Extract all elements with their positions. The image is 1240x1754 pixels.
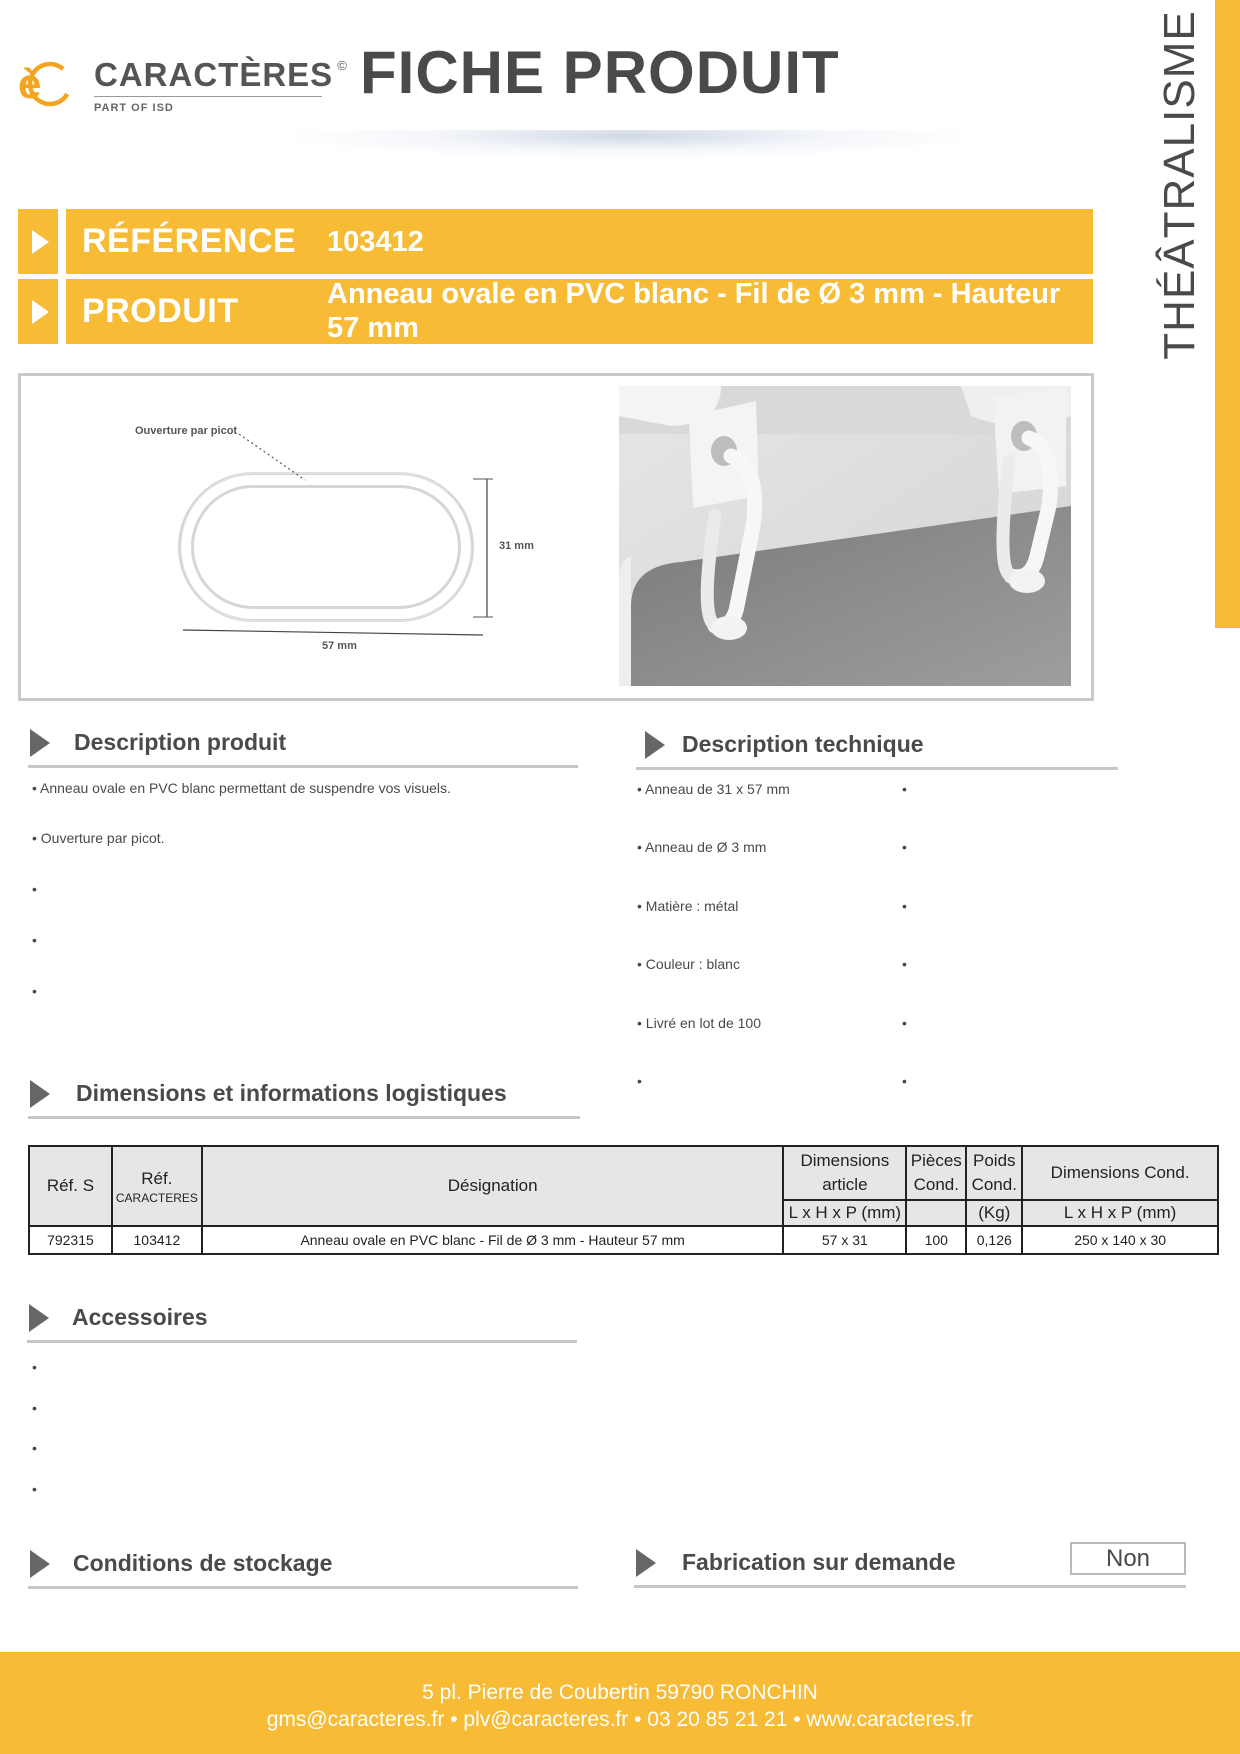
- cell-ref: 103412: [112, 1226, 202, 1254]
- header-shadow: [280, 130, 980, 160]
- table-row: [29, 1226, 1218, 1254]
- col-dim-article-unit: L x H x P (mm): [783, 1200, 906, 1226]
- cell-designation: Anneau ovale en PVC blanc - Fil de Ø 3 mm - Hauteur 57 mm: [202, 1226, 784, 1254]
- list-item: •: [32, 1481, 37, 1497]
- product-value: Anneau ovale en PVC blanc - Fil de Ø 3 mm - Hauteur 57 mm: [327, 278, 1061, 344]
- footer-address: 5 pl. Pierre de Coubertin 59790 RONCHIN: [422, 1681, 818, 1704]
- side-accent-bar: [1215, 0, 1240, 628]
- drawing-width-label: 57 mm: [322, 640, 357, 652]
- table-header-row: [29, 1146, 1218, 1200]
- product-arrow-icon: [18, 279, 58, 344]
- col-poids: Poids Cond.: [966, 1146, 1022, 1200]
- list-item: •: [32, 1400, 37, 1416]
- section-stockage: [28, 1539, 578, 1589]
- section-arrow-icon: [636, 1549, 656, 1577]
- section-title: Description technique: [682, 731, 924, 757]
- col-ref: Réf. CARACTERES: [112, 1146, 202, 1226]
- list-item: •: [32, 1359, 37, 1375]
- section-accessoires: [27, 1293, 577, 1343]
- product-label: PRODUIT: [82, 292, 239, 330]
- list-item: •: [32, 1440, 37, 1456]
- list-item: •: [32, 932, 37, 948]
- list-item: •: [902, 898, 907, 914]
- section-title: Conditions de stockage: [73, 1550, 333, 1576]
- section-rule: [636, 767, 1118, 770]
- col-poids-unit: (Kg): [966, 1200, 1022, 1226]
- brand-rule: [94, 96, 322, 97]
- section-logistics: [28, 1069, 580, 1119]
- product-row: [66, 279, 1093, 344]
- section-title: Description produit: [74, 729, 287, 755]
- list-item: •: [637, 1073, 642, 1089]
- ring-drawing: [181, 434, 493, 635]
- section-description-technique: [636, 720, 1118, 770]
- section-arrow-icon: [30, 729, 50, 757]
- list-item: •: [902, 1073, 907, 1089]
- drawing-height-label: 31 mm: [499, 540, 534, 552]
- col-pieces: Pièces Cond.: [906, 1146, 966, 1200]
- section-rule: [28, 1586, 578, 1589]
- cell-dim-cond: 250 x 140 x 30: [1022, 1226, 1218, 1254]
- reference-label: RÉFÉRENCE: [82, 222, 297, 260]
- section-rule: [27, 1340, 577, 1343]
- list-item: •: [902, 1015, 907, 1031]
- section-rule: [28, 765, 578, 768]
- section-rule: [634, 1585, 1186, 1588]
- col-ref-s: Réf. S: [29, 1146, 112, 1226]
- cell-dim-article: 57 x 31: [783, 1226, 906, 1254]
- reference-arrow-icon: [18, 209, 58, 274]
- list-item: •: [902, 839, 907, 855]
- section-arrow-icon: [645, 731, 665, 759]
- col-pieces-unit: [906, 1200, 966, 1226]
- cell-poids: 0,126: [966, 1226, 1022, 1254]
- caracteres-logo-icon: [16, 48, 80, 108]
- reference-value: 103412: [327, 226, 424, 258]
- page-footer: [0, 1652, 1240, 1754]
- col-dim-cond-unit: L x H x P (mm): [1022, 1200, 1218, 1226]
- list-item: • Ouverture par picot.: [32, 830, 165, 846]
- section-arrow-icon: [30, 1080, 50, 1108]
- reference-row: [66, 209, 1093, 274]
- category-label: THÉÂTRALISME: [1155, 10, 1204, 360]
- footer-contact: gms@caracteres.fr • plv@caracteres.fr • 03 20 85 21 21 • www.caracteres.fr: [266, 1708, 974, 1731]
- section-title: Accessoires: [72, 1304, 208, 1330]
- fabrication-value: Non: [1070, 1542, 1186, 1575]
- svg-text:è: è: [18, 60, 42, 107]
- section-rule: [28, 1116, 580, 1119]
- cell-pieces: 100: [906, 1226, 966, 1254]
- product-images: [18, 373, 1094, 701]
- list-item: • Matière : métal: [637, 898, 739, 914]
- list-item: • Anneau de 31 x 57 mm: [637, 781, 790, 797]
- list-item: •: [32, 881, 37, 897]
- list-item: •: [902, 781, 907, 797]
- list-item: • Couleur : blanc: [637, 956, 740, 972]
- section-arrow-icon: [30, 1550, 50, 1578]
- list-item: •: [902, 956, 907, 972]
- page-title: FICHE PRODUIT: [360, 39, 840, 106]
- col-dim-article: Dimensions article: [783, 1146, 906, 1200]
- section-description-produit: [28, 718, 578, 768]
- logistics-table: [28, 1145, 1219, 1255]
- list-item: • Livré en lot de 100: [637, 1015, 761, 1031]
- section-arrow-icon: [29, 1304, 49, 1332]
- list-item: •: [32, 983, 37, 999]
- drawing-callout: Ouverture par picot: [135, 425, 238, 437]
- section-title: Dimensions et informations logistiques: [76, 1080, 507, 1106]
- col-dim-cond: Dimensions Cond.: [1022, 1146, 1218, 1200]
- list-item: • Anneau de Ø 3 mm: [637, 839, 767, 855]
- col-designation: Désignation: [202, 1146, 784, 1226]
- brand-tagline: PART OF ISD: [94, 102, 174, 114]
- brand-logo: [16, 48, 348, 118]
- ring-photo: [619, 386, 1071, 686]
- product-illustrations: [21, 376, 1091, 698]
- brand-name: CARACTÈRES ©: [94, 56, 348, 93]
- list-item: • Anneau ovale en PVC blanc permettant de suspendre vos visuels.: [32, 780, 451, 796]
- section-title: Fabrication sur demande: [682, 1549, 956, 1575]
- cell-ref-s: 792315: [29, 1226, 112, 1254]
